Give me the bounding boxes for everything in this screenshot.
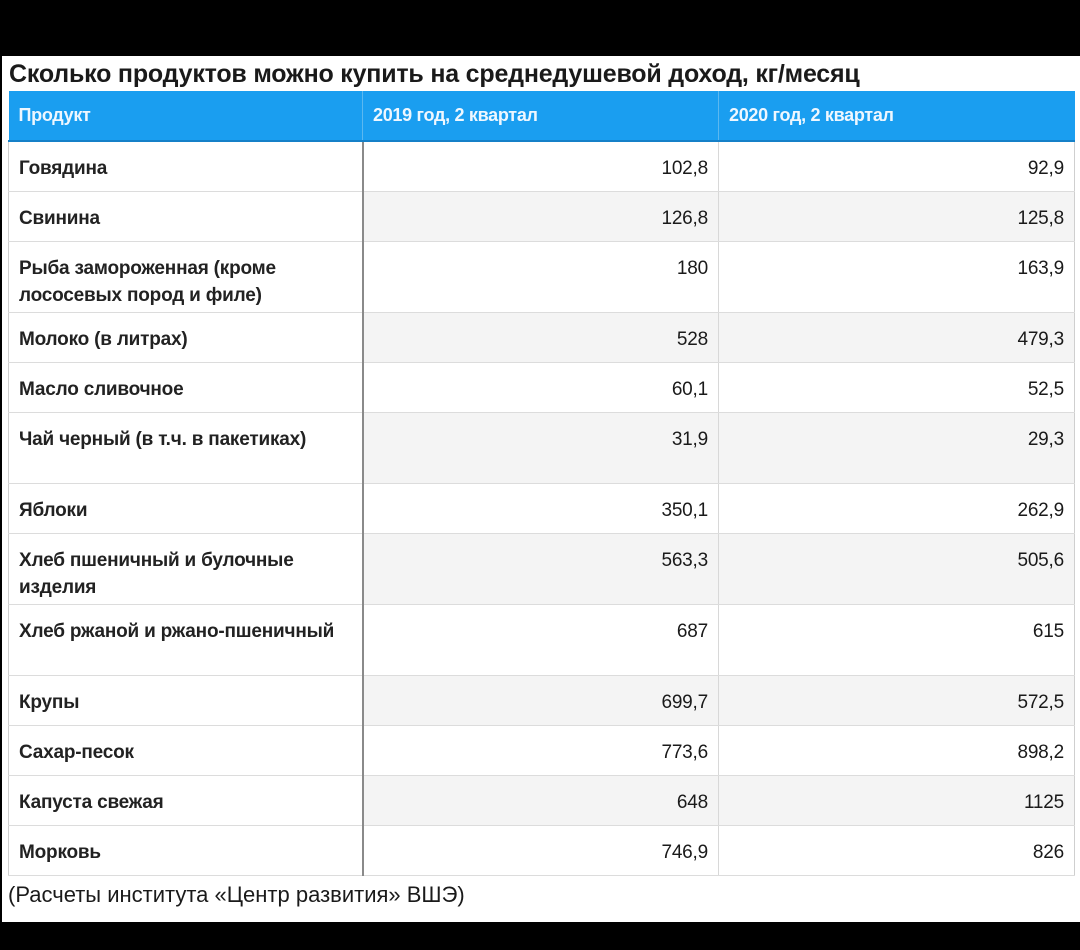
value-2020: 826 [719,825,1075,875]
product-name: Говядина [9,141,363,191]
product-name: Крупы [9,675,363,725]
table-row [9,675,1075,725]
value-2019: 60,1 [363,362,719,412]
value-2020: 262,9 [719,483,1075,533]
value-2020: 479,3 [719,312,1075,362]
value-2019: 126,8 [363,191,719,241]
value-2020: 125,8 [719,191,1075,241]
table-row [9,604,1075,675]
top-black-bar [0,0,1080,56]
product-name: Чай черный (в т.ч. в пакетиках) [9,412,363,483]
product-name: Сахар-песок [9,725,363,775]
value-2020: 92,9 [719,141,1075,191]
table-row [9,483,1075,533]
products-table [8,91,1075,876]
column-header-2019: 2019 год, 2 квартал [363,91,719,141]
column-header-2020: 2020 год, 2 квартал [719,91,1075,141]
bottom-black-bar [0,922,1080,950]
table-row [9,141,1075,191]
column-header-product: Продукт [9,91,363,141]
product-name: Капуста свежая [9,775,363,825]
product-name: Хлеб пшеничный и булочные изделия [9,533,363,604]
value-2020: 572,5 [719,675,1075,725]
value-2019: 563,3 [363,533,719,604]
product-name: Яблоки [9,483,363,533]
table-row [9,241,1075,312]
page-title: Сколько продуктов можно купить на среднедушевой доход, кг/месяц [9,60,860,88]
product-name: Свинина [9,191,363,241]
value-2019: 102,8 [363,141,719,191]
product-name: Хлеб ржаной и ржано-пшеничный [9,604,363,675]
product-name: Масло сливочное [9,362,363,412]
value-2019: 687 [363,604,719,675]
table-row [9,825,1075,875]
product-name: Молоко (в литрах) [9,312,363,362]
value-2019: 746,9 [363,825,719,875]
value-2020: 52,5 [719,362,1075,412]
value-2020: 615 [719,604,1075,675]
table-row [9,533,1075,604]
value-2020: 163,9 [719,241,1075,312]
value-2019: 773,6 [363,725,719,775]
table-row [9,191,1075,241]
value-2020: 1125 [719,775,1075,825]
table-row [9,725,1075,775]
value-2019: 350,1 [363,483,719,533]
source-note: (Расчеты института «Центр развития» ВШЭ) [8,882,465,907]
table-row [9,312,1075,362]
product-name: Рыба замороженная (кроме лососевых пород и филе) [9,241,363,312]
table-row [9,775,1075,825]
product-name: Морковь [9,825,363,875]
value-2019: 180 [363,241,719,312]
table-header-row [9,91,1075,141]
table-row [9,362,1075,412]
value-2020: 505,6 [719,533,1075,604]
value-2020: 29,3 [719,412,1075,483]
value-2019: 648 [363,775,719,825]
value-2019: 31,9 [363,412,719,483]
value-2020: 898,2 [719,725,1075,775]
content-area [2,56,1080,922]
value-2019: 528 [363,312,719,362]
value-2019: 699,7 [363,675,719,725]
table-row [9,412,1075,483]
